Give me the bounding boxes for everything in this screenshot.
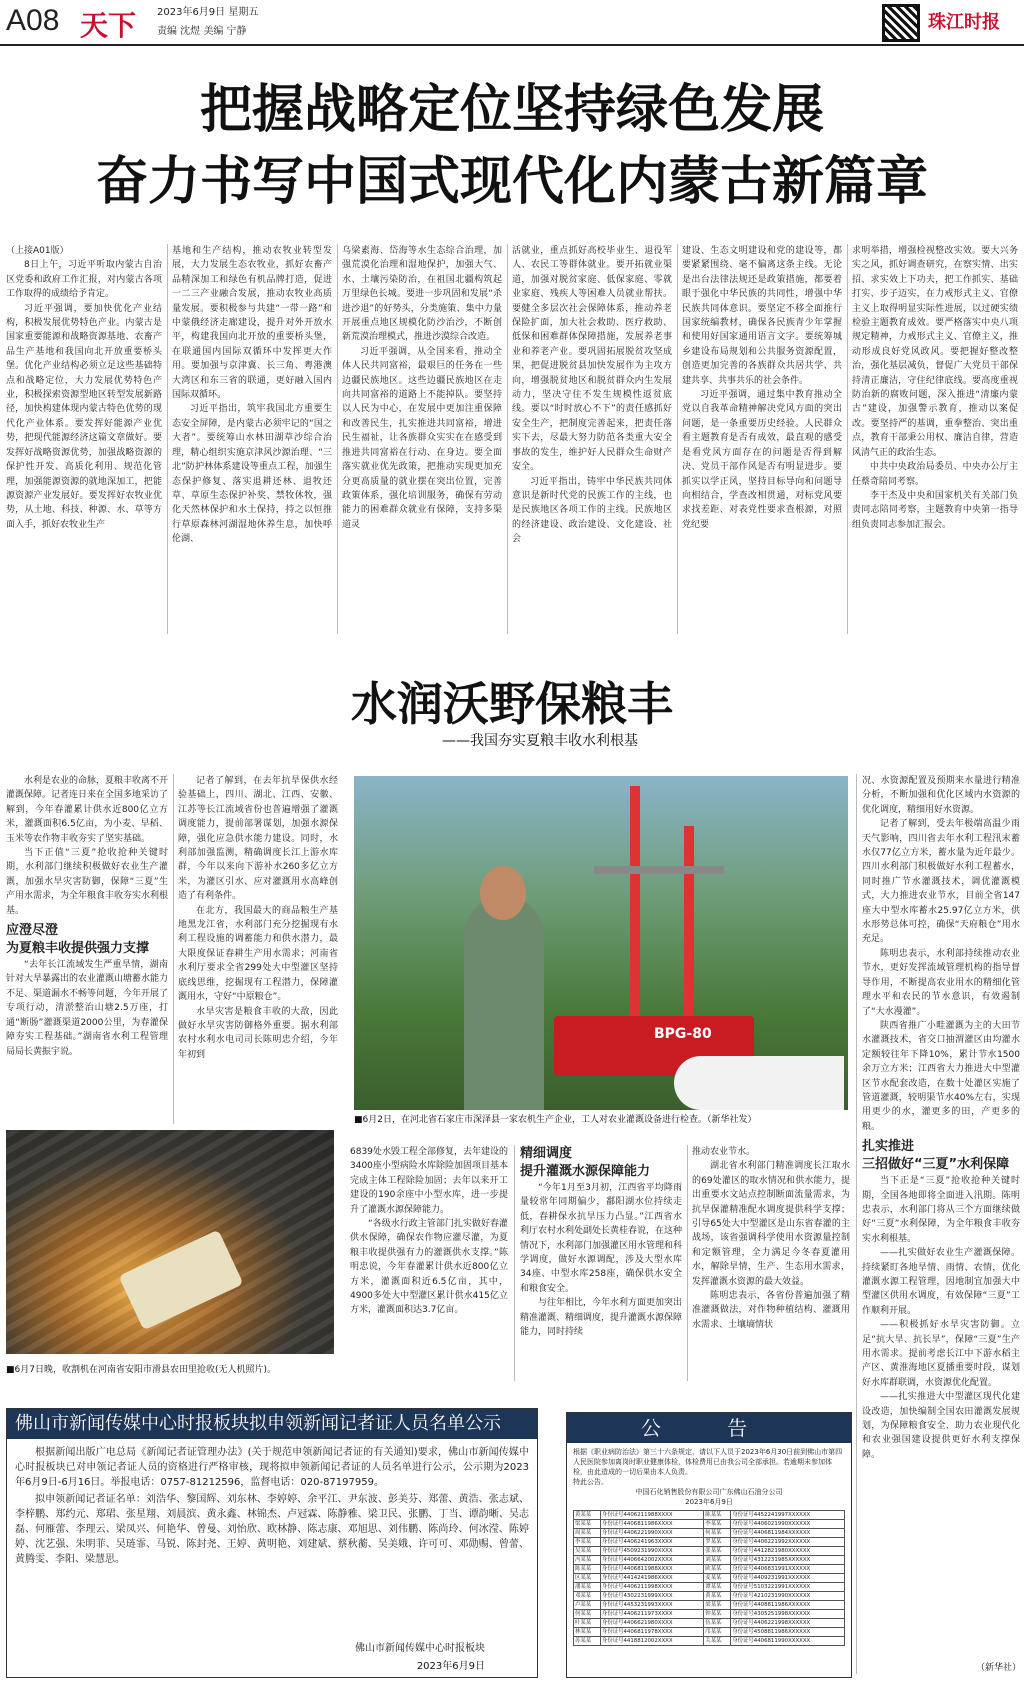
column-divider [514,1145,515,1381]
table-row [574,1529,845,1538]
paragraph: 水利是农业的命脉，夏粮丰收离不开灌溉保障。记者连日来在全国多地采访了解到，今年春灌累计供水近800亿立方米，灌溉面积6.5亿亩，为小麦、早稻、玉米等农作物丰收夯实了坚实基础。 [6,776,168,844]
column-divider [173,774,174,1124]
paragraph: 在北方，我国最大的商品粮生产基地黑龙江省，水利部门充分挖掘现有水利工程设施的调蓄能力和供水潜力，最大限度保证春耕生产用水需求；河南省水利厅要求全省299处大中型灌区坚持底线思维，挖掘现有工程潜力，保障灌溉用水，守好“中原粮仓”。 [178,905,338,1003]
table-cell: 伍某某 [704,1619,731,1628]
table-row [574,1592,845,1601]
table-cell: 周某某 [574,1529,601,1538]
paragraph: 陈明忠表示，水利部持续推动农业节水，更好发挥流域管理机构的指导督导作用，不断提高农业用水的精细化管理水平和农民的节水意识，有效遏制了“大水漫灌”。 [862,948,1020,1017]
notice-title: 公 告 [567,1413,851,1443]
subheading: 扎实推进 三招做好“三夏”水利保障 [862,1139,1010,1173]
column-divider [687,1145,688,1381]
table-cell: 梁某某 [574,1520,601,1529]
story2-column-3 [350,1145,508,1381]
subheading: 精细调度 提升灌溉水源保障能力 [520,1146,651,1179]
editors-line: 责编 沈煜 美编 宁静 [157,26,247,37]
table-cell: 何某某 [704,1529,731,1538]
sprinkler-pole [684,826,694,1026]
table-row [574,1628,845,1637]
irrigation-equipment-photo [354,776,848,1110]
paragraph: 与往年相比，今年水利方面更加突出精准灌溉、精细调度，提升灌溉水源保障能力，同时持续 [520,1298,682,1338]
personnel-table [573,1510,845,1646]
story2-column-1 [6,774,168,1124]
paragraph: 习近平指出，筑牢我国北方重要生态安全屏障，是内蒙古必须牢记的“国之大者”。要统筹山水林田湖草沙综合治理，精心组织实施京津风沙源治理、“三北”防护林体系建设等重点工程，加强生态保护修复、落实退耕还林、退牧还草、草原生态保护补奖、禁牧休牧，强化天然林保护和水土保持，持之以恒推行草原森林河湖湿地休养生息，加快呼伦湖、 [172,404,332,545]
paragraph: 陈明忠表示，各省份普遍加强了精准灌溉做法，对作物种植结构、灌溉用水需求、土壤墒情状 [692,1291,850,1330]
headline-line2: 奋力书写中国式现代化内蒙古新篇章 [95,152,928,212]
table-cell: 身份证号4508811986XXXXXX [731,1628,845,1637]
paragraph: “去年长江流域发生严重旱情，湖南针对大旱暴露出的农业灌溉山塘蓄水能力不足、渠道漏水不畅等问题，今年开展了专项行动，清淤整治山塘2.5万座，打通“断肠”灌溉渠道2000公里，为春灌保障夯实工程基础。”湖南省水利工程管理局局长黄振宇说。 [6,960,168,1057]
table-cell: 黄某某 [574,1511,601,1520]
paragraph: 习近平强调，通过集中教育推动全党以自我革命精神解决党风方面的突出问题，是一条重要历史经验。人民群众看主题教育是否有成效，最直观的感受是看党风方面存在的问题是否得到解决、党员干部作风是否有明显进步。要抓实以学正风，坚持目标导向和问题导向相结合，学查改相贯通，对标党风要求找差距、对表党性要求查根源，对照党纪要 [682,390,842,530]
sprinkler-arm [594,866,724,874]
column-divider [337,244,338,634]
news-credit: （新华社） [976,1663,1022,1673]
table-cell: 身份证号4414241986XXXX [600,1574,703,1583]
paragraph: 习近平指出，铸牢中华民族共同体意识是新时代党的民族工作的主线，也是民族地区各项工作的主线。民族地区的经济建设、政治建设、文化建设、社会 [512,476,672,545]
column-divider [677,244,678,634]
paragraph: （上接A01版） [6,246,69,256]
table-cell: 身份证号4509231990XXXX [600,1547,703,1556]
headline-line1: 把握战略定位坚持绿色发展 [199,80,824,140]
notice-name-list: 拟申领新闻记者证名单：刘浩华、黎国辉、刘东林、李婷婷、余平江、尹东波、彭美芬、郑蕾、黄浩、张志斌、李梓鹏、郑约元、郑珺、张星翔、刘晨滨、黄永鑫、林锦杰、卢冠霖、陈静雅、梁卫民、张鹏、丁当、谭韵晰、吴志磊、何雁蕾、李理云、梁凤兴、何艳华、曾曼、刘怡欣、欧林静、陈志康、邓旭思、刘伟鹏、陈尚玲、何冰滢、陈婷婷、沈艺强、朱明菲、吴琏霏、马锐、陈封尧、王婷、黄明艳、刘建斌、蔡秋蘅、吴美娥、许可可、邓勋赐、曾蕾、黄腾雯、李阳、梁慧思。 [15,1494,529,1565]
table-cell: 李某某 [574,1538,601,1547]
paragraph: 乌梁素海、岱海等水生态综合治理，加强荒漠化治理和湿地保护，加强大气、水、土壤污染防治，在祖国北疆构筑起万里绿色长城。要进一步巩固和发展“杀进沙退”的好势头，分类施策、集中力量开展重点地区规模化防沙治沙，不断创新荒漠治理模式，推进沙漠综合改造。 [342,246,502,343]
paragraph: 记者了解到，受去年极端高温少雨天气影响，四川省去年水利工程汛末蓄水仅77亿立方米，蓄水量为近年最少。四川水利部门积极做好水利工程蓄水，同时推广节水灌溉技术，调优灌溉模式，大力推进农业节水，目前全省147座大中型水库蓄水25.97亿立方米，供水形势总体可控，确保“天府粮仓”用水充足。 [862,819,1020,945]
paragraph: 中共中央政治局委员、中央办公厅主任蔡奇陪同考察。 [852,462,1018,487]
table-row [574,1574,845,1583]
paragraph: 水旱灾害是粮食丰收的大敌，因此做好水旱灾害防御格外重要。据水利部农村水利水电司司长陈明忠介绍，今年年初到 [178,1006,338,1060]
irrigation-pipe [674,1056,844,1110]
paragraph: ——扎实推进大中型灌区现代化建设改造，加快编制全国农田灌溉发展规划，为保障粮食安全、助力农业现代化和农业强国建设提供更好水利支撑保障。 [862,1392,1020,1460]
table-cell: 身份证号4406811984XXXXXX [731,1529,845,1538]
table-cell: 张某某 [704,1547,731,1556]
table-cell: 谭某某 [704,1583,731,1592]
table-row [574,1538,845,1547]
paragraph: 记者了解到，在去年抗旱保供水经验基础上，四川、湖北、江西、安徽、江苏等长江流域省份也普遍增强了灌溉调度能力，提前部署谋划，加强水源保障，强化应急供水能力建设。同时，水利部加强监测，精确调度长江上游水库群，今年以来向下游补水260多亿立方米，为灌区引水、应对灌溉用水高峰创造了有利条件。 [178,776,338,902]
table-cell: 身份证号4406811978XXXX [600,1628,703,1637]
table-cell: 身份证号4412821980XXXXXX [731,1547,845,1556]
table-cell: 区某某 [574,1574,601,1583]
paragraph: 湖北省水利部门精准调度长江取水的69处灌区的取水情况和供水能力，提出重要水文站点控制断面流量需求，为抗旱保灌精准配水调度提供科学支撑；引导65处大中型灌区是山东省春灌的主战场，该省强调科学使用水资源量控制和定额管理，全力满足今冬春夏灌用水，解除旱情，生产、生态用水需求，发挥灌溉水资源的最大效益。 [692,1161,850,1287]
paragraph: 李干杰及中央和国家机关有关部门负责同志陪同考察，主题教育中央第一指导组负责同志参加汇报会。 [852,490,1018,530]
paragraph: 8日上午，习近平听取内蒙古自治区党委和政府工作汇报，对内蒙古各项工作取得的成绩给予肯定。 [6,260,162,300]
table-cell: 刘某某 [704,1556,731,1565]
subheading: 应澄尽澄 为夏粮丰收提供强力支撑 [6,923,150,957]
table-row [574,1583,845,1592]
table-cell: 身份证号4406811990XXXXXX [731,1637,845,1646]
paragraph: 陕西省推广小畦灌溉为主的大田节水灌溉技术，省交口抽渭灌区由均灌水定额较往年下降10%，累计节水1500余万立方米；江西省大力推进大中型灌区节水配套改造，在数十处灌区实施了管道灌溉，较明渠节水40%左右，实现用更少的水，灌更多的田，产更多的粮。 [862,1020,1020,1132]
paragraph: 况、水资源配置及预期来水量进行精准分析，不断加强和优化区域内水资源的优化调度，精细用好水资源。 [862,776,1020,815]
photo1-caption: ■6月2日，在河北省石家庄市深泽县一家农机生产企业，工人对农业灌溉设备进行检查。（新华社发） [354,1115,757,1125]
table-row [574,1520,845,1529]
table-cell: 叶某某 [574,1619,601,1628]
notice-date: 2023年6月9日 [685,1498,733,1506]
story2-column-4 [520,1145,682,1381]
notice-company: 中国石化销售股份有限公司广东佛山石油分公司 [635,1488,783,1496]
table-row [574,1619,845,1628]
table-cell: 身份证号4302231999XXXX [600,1592,703,1601]
table-cell: 身份证号4406211988XXXX [600,1511,703,1520]
paragraph: 活就业，重点抓好高校毕业生、退役军人、农民工等群体就业。要开拓就业渠道，加强对脱贫家庭、低保家庭、零就业家庭、残疾人等困难人员就业帮扶。要健全多层次社会保障体系，推动养老保险扩面，加大社会救助、医疗救助、低保和困难群体保障措施，发展养老事业和养老产业。要巩固拓展脱贫攻坚成果，把促进脱贫县加快发展作为主攻方向，增强脱贫地区和脱贫群众内生发展动力，坚决守住不发生规模性返贫底线。要以“时时放心不下”的责任感抓好安全生产，把制度完善起来，把责任落实下去，尽最大努力防范各类重大安全事故的发生，维护好人民群众生命财产安全。 [512,246,672,473]
paragraph: “今年1月至3月初，江西省平均降雨量较常年同期偏少，鄱阳湖水位持续走低，春耕保水抗旱压力凸显。”江西省水利厅农村水利处副处长黄桂春说，在这种情况下，水利部门加强灌区用水管理和科学调度，做好水源调配，涉及大型水库34座、中型水库258座，确保供水安全和粮食安全。 [520,1183,682,1294]
worker-head [480,866,526,920]
section-name: 天下 [80,9,137,42]
table-cell: 麦某某 [704,1574,731,1583]
paragraph: ——积极抓好水旱灾害防御。立足“抗大旱、抗长旱”，保障“三夏”生产用水需求。提前考虑长江中下游水稻主产区、黄淮海地区夏播重要时段，谋划好水库群联调，水资源优化配置。 [862,1320,1020,1388]
table-cell: 陈某某 [704,1511,731,1520]
table-cell: 身份证号4406831991XXXXXX [731,1565,845,1574]
table-cell: 林某某 [574,1628,601,1637]
table-cell: 身份证号4406811986XXXX [600,1520,703,1529]
paragraph: 当下正值“三夏”抢收抢种关键时期，水利部门继续积极做好农业生产灌溉，加强水旱灾害防御，保障“三夏”生产用水需求，为全年粮食丰收夯实水利根基。 [6,848,168,916]
table-cell: 梁某某 [704,1601,731,1610]
notice-body [567,1443,851,1650]
paragraph: 建设、生态文明建设和党的建设等，都要紧紧围绕、毫不偏离这条主线。无论是出台法律法规还是政策措施，都要着眼于强化中华民族的共同性，增强中华民族共同体意识。要坚定不移全面推行国家统编教材，确保各民族青少年掌握和使用好国家通用语言文字。要统筹城乡建设布局规划和公共服务资源配置，创造更加完善的各族群众共居共学、共建共享、共事共乐的社会条件。 [682,246,842,386]
story2-title: 水润沃野保粮丰 [351,677,673,731]
paragraph: 求明举措，增强检视整改实效。要大兴务实之风，抓好调查研究，在察实情、出实招、求实效上下功夫，把工作抓实、基础打实、步子迈实，在力戒形式主义、官僚主义上取得明显实际性进展，以过硬实绩检验主题教育成效。要严格落实中央八项规定精神，力戒形式主义、官僚主义，推动形成良好党风政风。要把握好整改整治，强化基层减负，督促广大党员干部保持清正廉洁，守住纪律底线。要高度重视防治新的腐败问题，深入推进“清廉内蒙古”建设，加强警示教育，推动以案促改。要坚持严的基调，重拳整治、突出重点，教育干部秉公用权、廉洁自律，营造风清气正的政治生态。 [852,246,1018,458]
column-divider [847,244,848,634]
table-cell: 身份证号4406241963XXXX [600,1538,703,1547]
table-row [574,1637,845,1646]
table-cell: 李某某 [704,1520,731,1529]
table-cell: 身份证号4452241997XXXXXX [731,1511,845,1520]
table-cell: 关某某 [704,1637,731,1646]
press-card-notice [6,1408,538,1678]
table-cell: 邝某某 [704,1628,731,1637]
masthead [0,0,1024,46]
table-cell: 欧某某 [704,1565,731,1574]
story1-column-2 [172,244,332,634]
table-row [574,1547,845,1556]
paragraph: 习近平强调，要加快优化产业结构，积极发展优势特色产业。内蒙古是国家重要能源和战略资源基地、农畜产品生产基地和我国向北开放重要桥头堡。优化产业结构必须立足这些基础特点和战略定位，大力发展优势特色产业，积极探索资源型地区转型发展新路径，加快构建体现内蒙古特色优势的现代化产业体系。要发挥好能源产业优势，把现代能源经济这篇文章做好。要发挥好战略资源优势，加强战略资源的保护性开发、高质化利用、规范化管理，加强能源资源的就地深加工，把能源资源产业发展好。要发挥好农牧业优势，从土地、科技、种源、水、草等方面入手，抓好农牧业生产 [6,303,162,530]
story2-column-2 [178,774,338,1124]
story1-column-3 [342,244,502,634]
table-cell: 身份证号4409231991XXXXXX [731,1574,845,1583]
announcement-notice [566,1412,852,1678]
table-cell: 身份证号4418812002XXXX [600,1637,703,1646]
table-cell: 冯某某 [574,1556,601,1565]
worker-figure [464,896,544,1110]
table-cell: 钟某某 [704,1610,731,1619]
table-cell: 黄某某 [704,1592,731,1601]
notice-title: 佛山市新闻传媒中心时报板块拟申领新闻记者证人员名单公示 [7,1409,537,1439]
table-cell: 身份证号4406021990XXXXXX [731,1520,845,1529]
table-cell: 身份证号5103221991XXXXXX [731,1583,845,1592]
table-cell: 身份证号4305251998XXXXXX [731,1610,845,1619]
table-cell: 卢某某 [574,1601,601,1610]
harvester-night-photo [6,1130,334,1354]
notice-paragraph: 根据《职业病防治法》第三十六条规定，请以下人员于2023年6月30日前到佛山市第四人民医院参加离岗时职业健康体检，体检费用已由我公司全部承担。若逾期未参加体检，由此造成的一切后果由本人负责。 [573,1448,843,1476]
paragraph: 6839处水毁工程全部修复，去年建设的3400座小型病险水库除险加固项目基本完成主体工程除险加固；去年以来开工建设的190余座中小型水库，进一步提升了灌溉水源保障能力。 [350,1147,508,1215]
table-cell: 身份证号4406221992XXXXXX [731,1538,845,1547]
table-cell: 潘某某 [574,1583,601,1592]
notice-date: 2023年6月9日 [416,1661,485,1672]
story1-column-1 [6,244,162,634]
story1-column-4 [512,244,672,634]
dateline: 2023年6月9日 星期五 [157,7,259,18]
column-divider [167,244,168,634]
paragraph: 当下正是“三夏”抢收抢种关键时期，全国各地即将全面进入汛期。陈明忠表示，水利部门将从三个方面继续做好“三夏”水利保障，为全年粮食丰收夯实水利根基。 [862,1176,1020,1244]
table-cell: 身份证号4406221990XXXX [600,1529,703,1538]
table-cell: 苏某某 [574,1637,601,1646]
paper-logo: 珠江时报 [928,12,1000,33]
page-number: A08 [6,4,60,37]
table-cell: 身份证号4210231990XXXXXX [731,1592,845,1601]
table-cell: 陈某某 [574,1565,601,1574]
table-cell: 身份证号4406211998XXXX [600,1583,703,1592]
table-cell: 吴某某 [574,1547,601,1556]
table-cell: 何某某 [574,1610,601,1619]
story1-column-6 [852,244,1018,634]
paragraph: 基地和生产结构，推动农牧业转型发展，大力发展生态农牧业，抓好农畜产品精深加工和绿色有机品牌打造，促进一二三产业融合发展，推动农牧业高质量发展。要积极参与共建“一带一路”和中蒙俄经济走廊建设，提升对外开放水平，构建我国向北开放的重要桥头堡，在联通国内国际双循环中发挥更大作用。要加强与京津冀、长三角、粤港澳大湾区和东三省的联通，更好融入国内国际双循环。 [172,246,332,401]
paragraph: ——扎实做好农业生产灌溉保障。持续紧盯各地旱情、雨情、农情，优化灌溉水源工程管理，因地制宜加强大中型灌区供用水调度，有效保障“三夏”工作顺利开展。 [862,1248,1020,1316]
story2-column-6 [862,774,1020,1654]
notice-body [7,1439,537,1575]
table-row [574,1556,845,1565]
qr-code-icon [882,4,920,42]
photo2-caption: ■6月7日晚，收割机在河南省安阳市滑县农田里抢收(无人机照片)。 [6,1365,276,1375]
table-cell: 身份证号4406221998XXXXXX [731,1619,845,1628]
table-cell: 身份证号4406621980XXXX [600,1619,703,1628]
table-cell: 身份证号4453231993XXXX [600,1601,703,1610]
story2-subtitle: ——我国夯实夏粮丰收水利根基 [442,733,638,749]
notice-paragraph: 根据新闻出版广电总局《新闻记者证管理办法》(关于规范申领新闻记者证的有关通知)要求，佛山市新闻传媒中心时报板块已对申领记者证人员的资格进行严格审核，现将拟申领新闻记者证的人员名单进行公示，公示期为2023年6月9日-6月16日。举报电话：0757-81212596，监督电话：020-87197959。 [15,1447,529,1488]
paragraph: “各级水行政主管部门扎实做好春灌供水保障，确保农作物应灌尽灌，为夏粮丰收提供强有力的灌溉供水支撑。”陈明忠说，今年春灌累计供水近800亿立方米，灌溉面积近6.5亿亩，其中，4900多处大中型灌区累计供水415亿立方米，灌溉面积达3.7亿亩。 [350,1219,508,1316]
paragraph: 推动农业节水。 [692,1147,756,1157]
table-cell: 罗某某 [704,1538,731,1547]
story1-column-5 [682,244,842,634]
story2-column-5 [692,1145,850,1381]
column-divider [507,244,508,634]
paragraph: 习近平强调，从全国来看，推动全体人民共同富裕，最艰巨的任务在一些边疆民族地区。这些边疆民族地区在走向共同富裕的道路上不能掉队。要坚持以人民为中心，在发展中更加注重保障和改善民生，扎实推进共同富裕，增进民生福祉，让各族群众实实在在感受到推进共同富裕在行动、在身边。要全面落实就业优先政策，把推动实现更加充分更高质量的就业摆在突出位置，完善政策体系，强化培训服务，确保有劳动能力的困难群众就业有保障，支持多渠道灵 [342,346,502,530]
table-cell: 邓某某 [574,1592,601,1601]
field-texture [6,1130,334,1354]
table-cell: 身份证号4312231985XXXXXX [731,1556,845,1565]
notice-signature: 佛山市新闻传媒中心时报板块 [355,1643,485,1654]
table-cell: 身份证号4408811986XXXXXX [731,1601,845,1610]
rig-label: BPG-80 [654,1026,712,1042]
sprinkler-pole [630,786,640,1026]
table-row [574,1601,845,1610]
column-divider [856,774,857,1674]
table-cell: 身份证号4406811988XXXX [600,1565,703,1574]
table-cell: 身份证号4406211973XXXX [600,1610,703,1619]
table-cell: 身份证号4406642002XXXX [600,1556,703,1565]
table-row [574,1511,845,1520]
notice-thanks: 特此公告。 [573,1478,608,1486]
table-row [574,1565,845,1574]
table-row [574,1610,845,1619]
